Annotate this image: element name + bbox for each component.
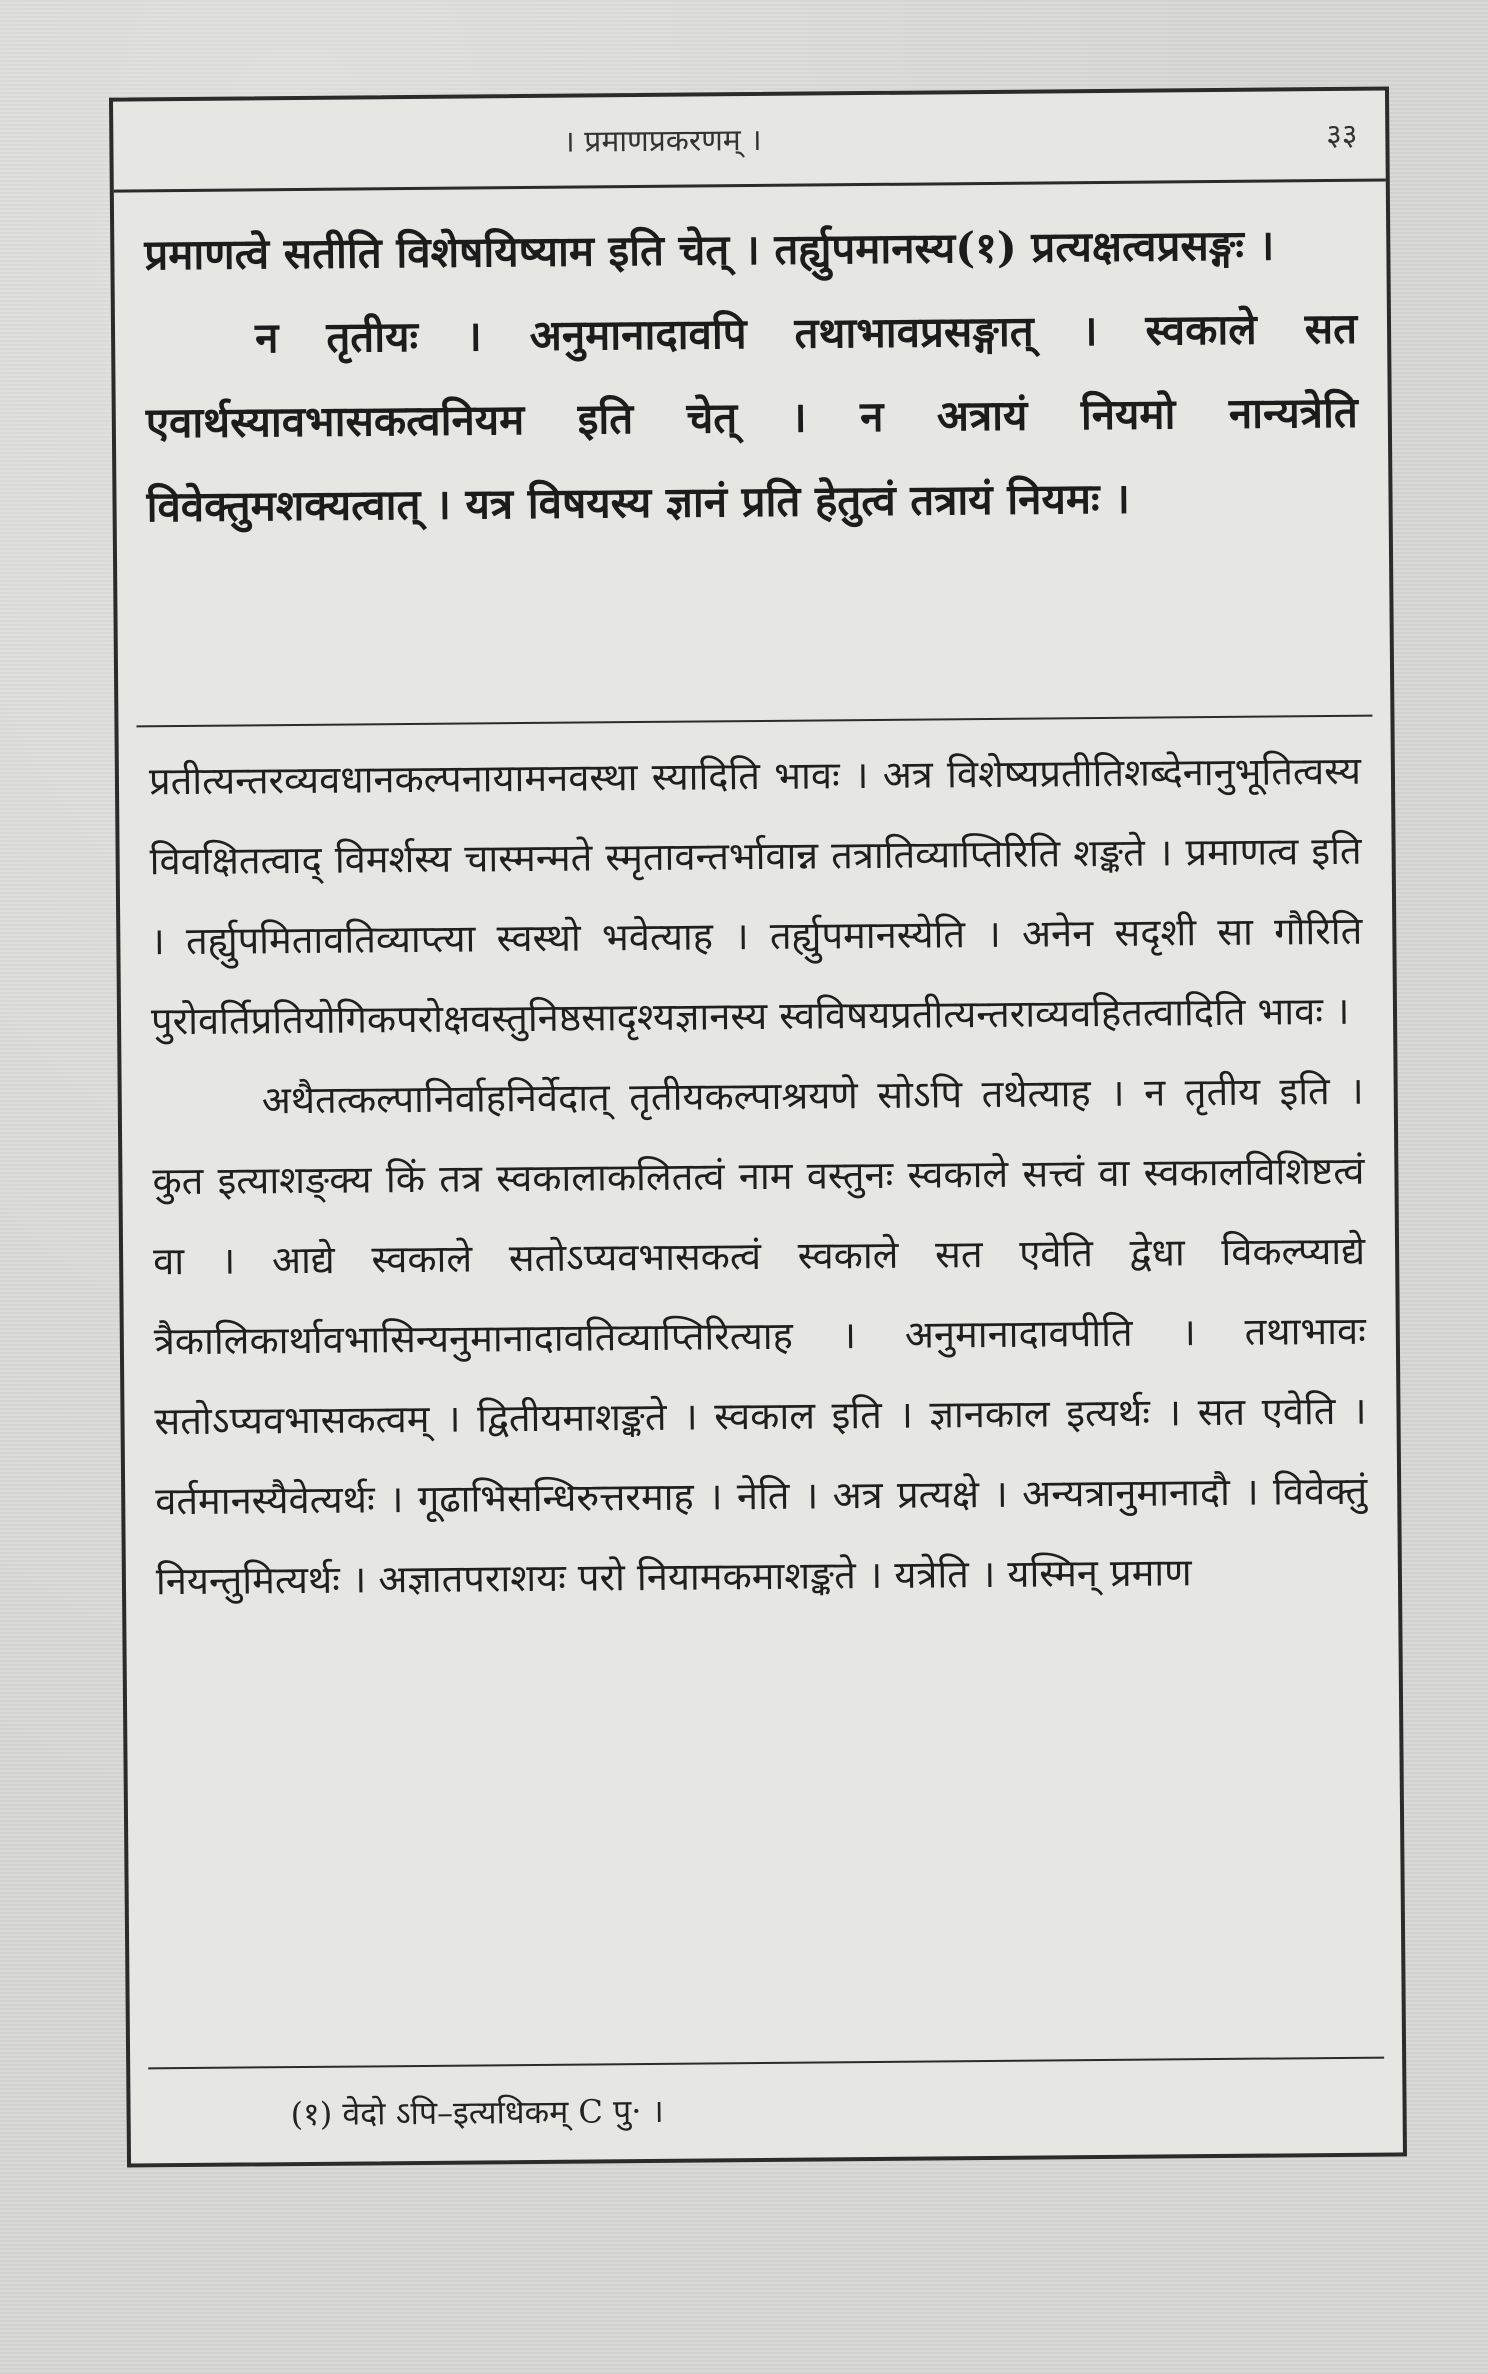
text-commentary-divider — [136, 715, 1372, 728]
main-paragraph: न तृतीयः । अनुमानादावपि तथाभावप्रसङ्गात् । स्वकाले सत एवार्थस्यावभासकत्वनियम इति चेत् । न अत्रायं नियमो नान्यत्रेति विवेक्तुमशक्यत्वात् । यत्र विषयस्य ज्ञानं प्रति हेतुत्वं तत्रायं नियमः । — [145, 303, 1358, 532]
main-paragraph: प्रमाणत्वे सतीति विशेषयिष्याम इति चेत् । तर्ह्युपमानस्य(१) प्रत्यक्षत्वप्रसङ्गः । — [144, 220, 1275, 280]
header-title: । प्रमाणप्रकरणम् । — [563, 122, 762, 160]
running-header — [113, 112, 1385, 163]
commentary-paragraph: प्रतीत्यन्तरव्यवधानकल्पनायामनवस्था स्यादिति भावः । अत्र विशेष्यप्रतीतिशब्देनानुभूतित्वस्य विवक्षितत्वाद् विमर्शस्य चास्मन्मते स्मृतावन्तर्भावान्न तत्रातिव्याप्तिरिति शङ्कते । प्रमाणत्व इति । तर्ह्युपमितावतिव्याप्त्या स्वस्थो भवेत्याह । तर्ह्युपमानस्येति । अनेन सदृशी सा गौरिति पुरोवर्तिप्रतियोगिकपरोक्षवस्तुनिष्ठसादृश्यज्ञानस्य स्वविषयप्रतीत्यन्तराव्यवहितत्वादिति भावः । — [148, 748, 1363, 1044]
commentary-paragraph: अथैतत्कल्पानिर्वाहनिर्वेदात् तृतीयकल्पाश्रयणे सोऽपि तथेत्याह । न तृतीय इति । कुत इत्याशङ्क्य किं तत्र स्वकालाकलितत्वं नाम वस्तुनः स्वकाले सत्त्वं वा स्वकालविशिष्टत्वं वा । आद्ये स्वकाले सतोऽप्यवभासकत्वं स्वकाले सत एवेति द्वेधा विकल्प्याद्ये त्रैकालिकार्थावभासिन्यनुमानादावतिव्याप्तिरित्याह । अनुमानादावपीति । तथाभावः सतोऽप्यवभासकत्वम् । द्वितीयमाशङ्कते । स्वकाल इति । ज्ञानकाल इत्यर्थः । सत एवेति । वर्तमानस्यैवेत्यर्थः । गूढाभिसन्धिरुत्तरमाह । नेति । अत्र प्रत्यक्षे । अन्यत्रानुमानादौ । विवेक्तुं नियन्तुमित्यर्थः । अज्ञातपराशयः परो नियामकमाशङ्कते । यत्रेति । यस्मिन् प्रमाण — [152, 1068, 1368, 1604]
main-text — [144, 203, 1359, 550]
page-number: ३३ — [1326, 117, 1358, 154]
footnote: (१) वेदो ऽपि–इत्यधिकम् C पु· । — [290, 2091, 664, 2134]
footnote-rule — [148, 2057, 1384, 2070]
commentary-text — [149, 731, 1369, 1622]
header-rule — [114, 178, 1386, 192]
book-page — [109, 86, 1407, 2167]
